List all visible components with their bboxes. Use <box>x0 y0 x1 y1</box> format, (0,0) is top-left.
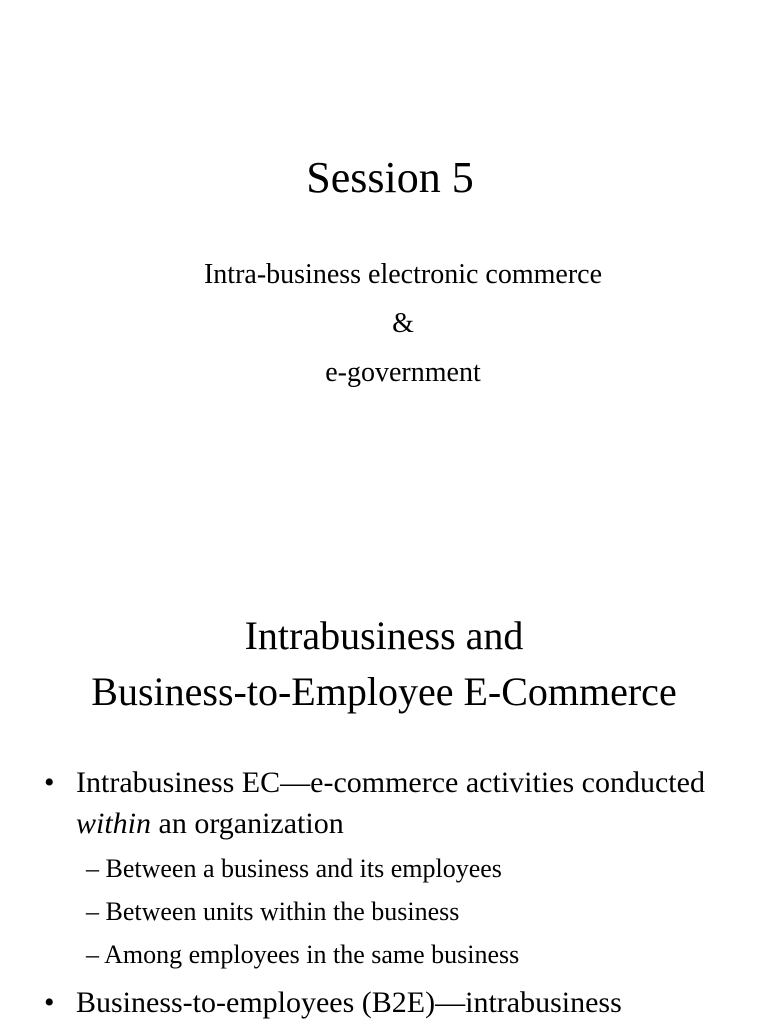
bullet-list <box>44 762 744 1023</box>
slide-2 <box>0 512 768 1024</box>
sub-bullet-item <box>86 933 744 976</box>
bullet-item-b2e <box>44 982 744 1023</box>
sub-bullet-marker: – <box>86 854 99 883</box>
slide-2-title-line-1: Intrabusiness and <box>244 613 524 658</box>
bullet-text-end: an organization <box>151 807 344 840</box>
bullet-text: Business-to-employees (B2E)—intrabusiness <box>76 986 622 1019</box>
sub-bullet-list <box>86 847 744 976</box>
bullet-text-start: Intrabusiness EC—e-commerce activities conducted <box>76 766 705 799</box>
sub-bullet-text: Between a business and its employees <box>105 854 502 883</box>
bullet-text-emphasis: within <box>76 807 152 840</box>
sub-bullet-item <box>86 890 744 933</box>
sub-bullet-item <box>86 847 744 890</box>
bullet-marker: • <box>44 986 55 1019</box>
sub-bullet-marker: – <box>86 897 99 926</box>
sub-bullet-marker: – <box>86 940 99 969</box>
bullet-item-intrabusiness-ec <box>44 762 744 976</box>
slide-1-subtitle-line-3: e-government <box>325 357 481 388</box>
slide-1-subtitle-line-1: Intra-business electronic commerce <box>203 259 603 290</box>
sub-bullet-text: Among employees in the same business <box>104 940 520 969</box>
slide-2-title <box>0 608 768 720</box>
slide-1-subtitle-line-2: & <box>392 308 414 339</box>
bullet-marker: • <box>44 766 55 799</box>
slide-1-title: Session 5 <box>306 153 474 202</box>
sub-bullet-text: Between units within the business <box>105 897 460 926</box>
slide-2-title-line-2: Business-to-Employee E-Commerce <box>91 669 677 714</box>
